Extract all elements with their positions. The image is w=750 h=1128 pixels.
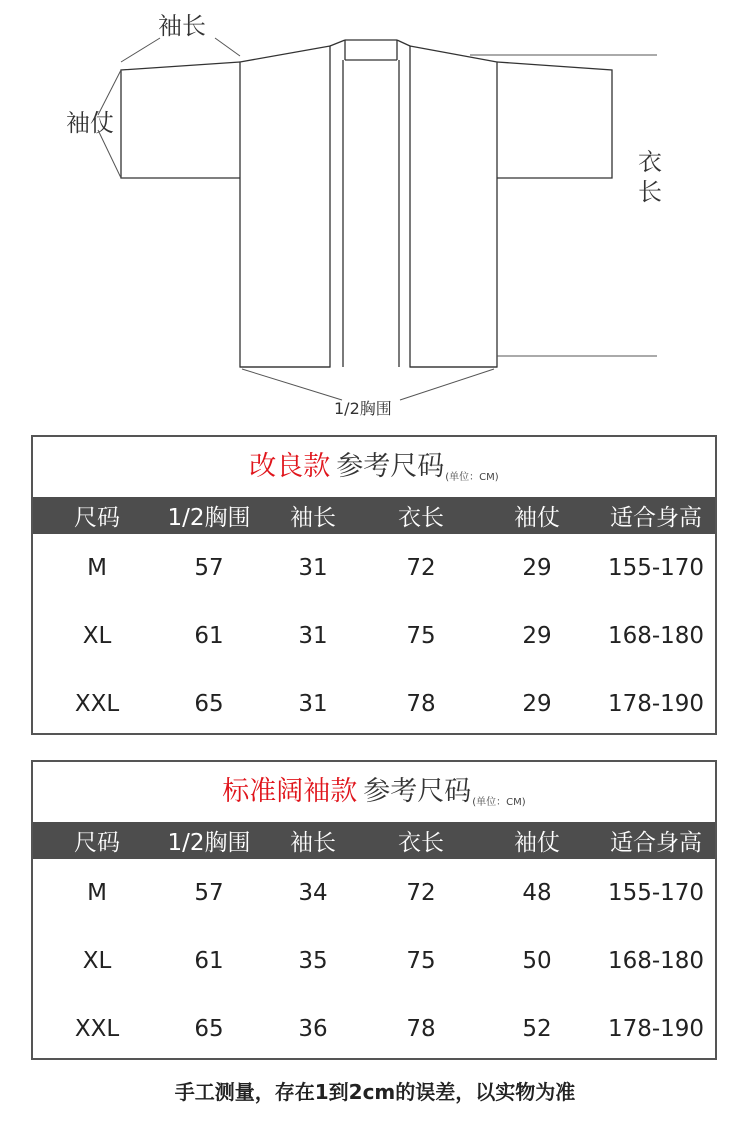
cell-sleeve-length: 34 <box>298 880 328 906</box>
size-table-improved <box>31 435 717 735</box>
cell-size: XXL <box>74 691 120 717</box>
cell-half-chest: 65 <box>194 691 224 717</box>
header-sleeve-width: 袖仗 <box>514 830 560 856</box>
header-half-chest: 1/2胸围 <box>167 505 251 531</box>
measurement-guides <box>98 38 657 400</box>
cell-garment-length: 78 <box>406 1016 436 1042</box>
header-sleeve-width: 袖仗 <box>514 505 560 531</box>
cell-height: 168-180 <box>607 623 705 649</box>
garment-diagram <box>0 0 750 430</box>
sleeve-width-label: 袖仗 <box>66 109 114 137</box>
cell-height: 178-190 <box>607 1016 705 1042</box>
cell-garment-length: 72 <box>406 555 436 581</box>
header-height: 适合身高 <box>610 505 702 531</box>
cell-sleeve-length: 31 <box>298 691 328 717</box>
cell-sleeve-width: 29 <box>522 691 552 717</box>
table-unit: (单位：CM) <box>445 472 499 483</box>
garment-length-label-1: 衣 <box>638 148 662 176</box>
half-chest-label: 1/2胸围 <box>334 399 392 418</box>
cell-half-chest: 61 <box>194 623 224 649</box>
header-sleeve-length: 袖长 <box>290 505 336 531</box>
cell-size: M <box>87 880 107 906</box>
cell-garment-length: 78 <box>406 691 436 717</box>
cell-garment-length: 75 <box>406 623 436 649</box>
cell-sleeve-length: 35 <box>298 948 328 974</box>
kimono-outline <box>121 40 612 367</box>
cell-sleeve-length: 31 <box>298 555 328 581</box>
cell-half-chest: 57 <box>194 880 224 906</box>
cell-garment-length: 75 <box>406 948 436 974</box>
size-table-wide-sleeve <box>31 760 717 1060</box>
cell-sleeve-width: 48 <box>522 880 552 906</box>
cell-height: 155-170 <box>607 880 705 906</box>
table-title-ref: 参考尺码 <box>363 776 472 807</box>
cell-size: XXL <box>74 1016 120 1042</box>
cell-half-chest: 65 <box>194 1016 224 1042</box>
table-unit: (单位：CM) <box>472 797 526 808</box>
table-header <box>33 497 715 534</box>
cell-half-chest: 57 <box>194 555 224 581</box>
cell-sleeve-length: 36 <box>298 1016 328 1042</box>
table-row <box>33 927 715 995</box>
cell-height: 168-180 <box>607 948 705 974</box>
table-title-style: 改良款 <box>249 451 331 482</box>
table-row <box>33 670 715 738</box>
cell-sleeve-width: 50 <box>522 948 552 974</box>
table-title <box>33 762 715 822</box>
table-title <box>33 437 715 497</box>
cell-size: XL <box>82 623 112 649</box>
cell-half-chest: 61 <box>194 948 224 974</box>
cell-sleeve-width: 52 <box>522 1016 552 1042</box>
table-title-ref: 参考尺码 <box>336 451 445 482</box>
cell-height: 155-170 <box>607 555 705 581</box>
cell-size: M <box>87 555 107 581</box>
table-row <box>33 995 715 1063</box>
header-height: 适合身高 <box>610 830 702 856</box>
table-title-style: 标准阔袖款 <box>222 776 358 807</box>
cell-sleeve-length: 31 <box>298 623 328 649</box>
cell-sleeve-width: 29 <box>522 623 552 649</box>
table-row <box>33 534 715 602</box>
cell-size: XL <box>82 948 112 974</box>
table-header <box>33 822 715 859</box>
header-garment-length: 衣长 <box>398 505 444 531</box>
cell-garment-length: 72 <box>406 880 436 906</box>
garment-length-label-2: 长 <box>638 178 662 206</box>
cell-height: 178-190 <box>607 691 705 717</box>
header-half-chest: 1/2胸围 <box>167 830 251 856</box>
header-size: 尺码 <box>74 505 120 531</box>
header-garment-length: 衣长 <box>398 830 444 856</box>
sleeve-length-label: 袖长 <box>158 12 206 40</box>
measurement-note: 手工测量，存在1到2cm的误差，以实物为准 <box>174 1080 576 1104</box>
cell-sleeve-width: 29 <box>522 555 552 581</box>
table-row <box>33 859 715 927</box>
header-size: 尺码 <box>74 830 120 856</box>
table-row <box>33 602 715 670</box>
header-sleeve-length: 袖长 <box>290 830 336 856</box>
